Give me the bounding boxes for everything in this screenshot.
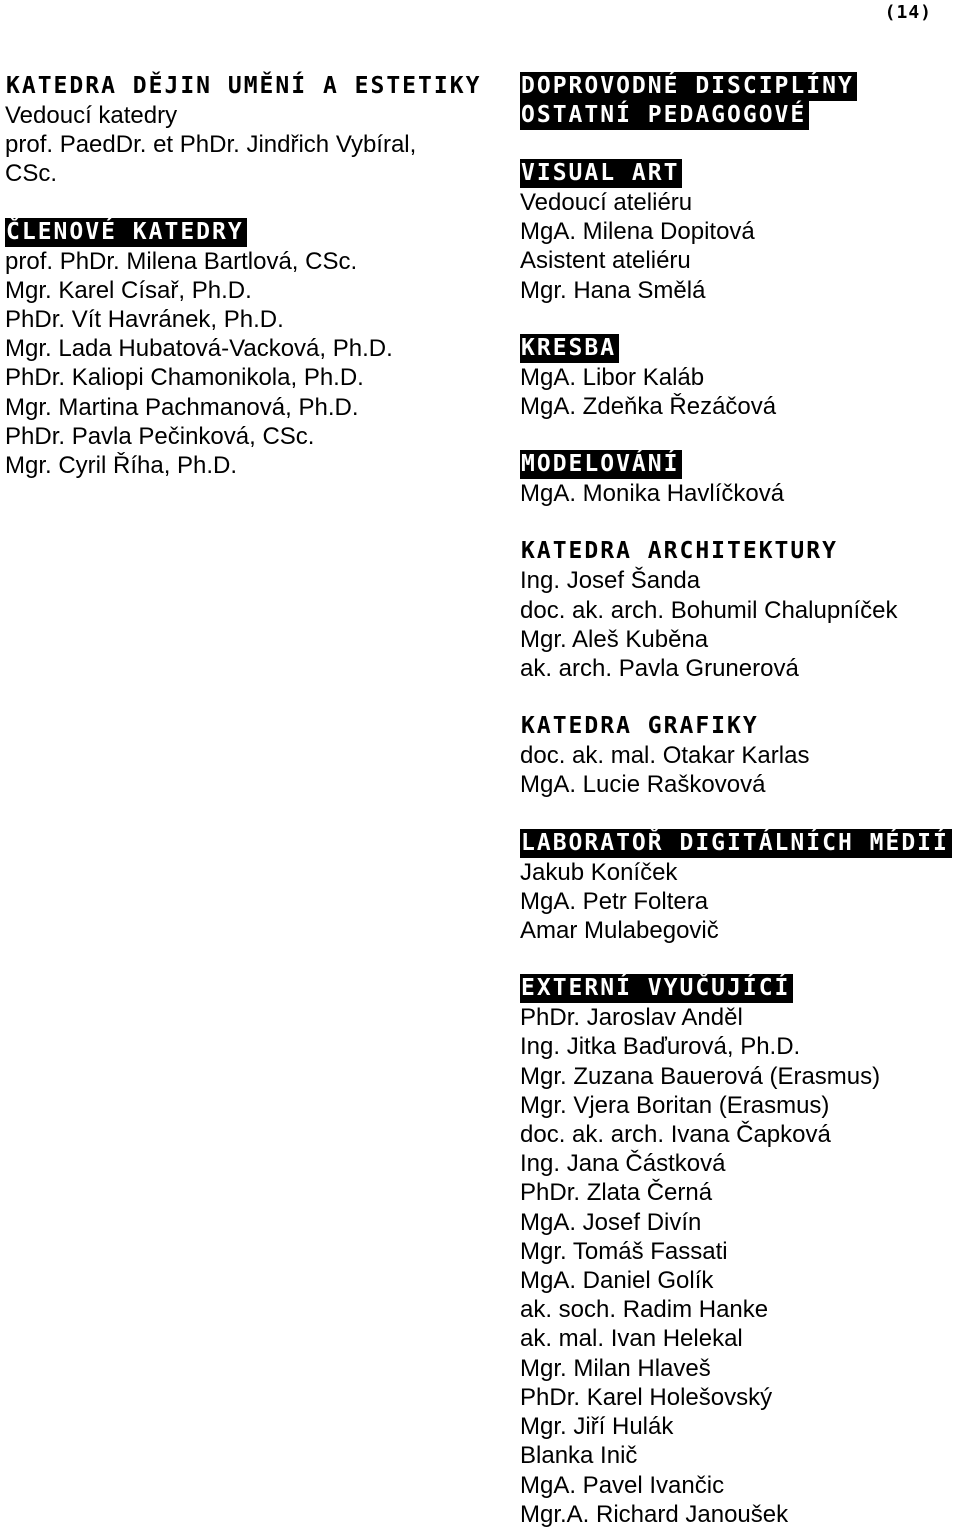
heading-text: EXTERNÍ VYUČUJÍCÍ <box>520 974 793 1003</box>
section-heading <box>5 218 465 247</box>
text-line: MgA. Lucie Raškovová <box>520 771 766 799</box>
text-line: doc. ak. mal. Otakar Karlas <box>520 742 810 770</box>
member-name: prof. PhDr. Milena Bartlová, CSc. <box>5 247 358 275</box>
text-line: PhDr. Zlata Černá <box>520 1179 713 1207</box>
text-line: Ing. Jana Částková <box>520 1150 726 1178</box>
text-line: MgA. Josef Divín <box>520 1208 702 1236</box>
member-name: Mgr. Martina Pachmanová, Ph.D. <box>5 393 359 421</box>
left-column <box>5 72 482 480</box>
text-line: MgA. Zdeňka Řezáčová <box>520 393 777 421</box>
section-externi <box>520 974 950 1529</box>
heading-text: KATEDRA ARCHITEKTURY <box>521 538 838 565</box>
member-name: Mgr. Cyril Říha, Ph.D. <box>5 452 238 480</box>
text-line: prof. PaedDr. et PhDr. Jindřich Vybíral, <box>5 131 417 159</box>
section-heading <box>520 334 950 363</box>
text-line: Blanka Inič <box>520 1442 638 1470</box>
text-line: Vedoucí ateliéru <box>520 189 693 216</box>
text-line: PhDr. Karel Holešovský <box>520 1383 773 1411</box>
section-laborator <box>520 829 950 946</box>
section-visual-art <box>520 159 950 305</box>
text-line: Amar Mulabegovič <box>520 917 719 945</box>
section-heading <box>5 72 482 101</box>
heading-text: LABORATOŘ DIGITÁLNÍCH MÉDIÍ <box>520 829 952 858</box>
text-line: Mgr. Aleš Kuběna <box>520 625 709 653</box>
heading-text: KRESBA <box>520 334 619 363</box>
text-line: MgA. Daniel Golík <box>520 1267 714 1295</box>
page-number: (14) <box>884 2 932 23</box>
text-line: Mgr. Zuzana Bauerová (Erasmus) <box>520 1062 881 1090</box>
text-line: PhDr. Jaroslav Anděl <box>520 1004 743 1032</box>
heading-text: KATEDRA DĚJIN UMĚNÍ A ESTETIKY <box>6 73 482 99</box>
text-line: ak. mal. Ivan Helekal <box>520 1325 743 1353</box>
text-line: Ing. Jitka Baďurová, Ph.D. <box>520 1033 801 1061</box>
heading-text: OSTATNÍ PEDAGOGOVÉ <box>520 101 809 130</box>
heading-text: MODELOVÁNÍ <box>520 450 682 479</box>
text-line: doc. ak. arch. Ivana Čapková <box>520 1121 831 1149</box>
section-clenove <box>5 218 465 481</box>
section-heading <box>520 101 950 130</box>
section-modelovani <box>520 450 950 508</box>
heading-text: ČLENOVÉ KATEDRY <box>5 218 247 247</box>
text-line: Mgr. Vjera Boritan (Erasmus) <box>520 1091 830 1119</box>
section-grafika <box>520 712 950 799</box>
section-heading <box>520 712 950 741</box>
text-line: Asistent ateliéru <box>520 247 691 275</box>
section-kresba <box>520 334 950 421</box>
member-name: Mgr. Karel Císař, Ph.D. <box>5 276 252 304</box>
section-doprovodne <box>520 72 950 130</box>
text-line: Mgr. Milan Hlaveš <box>520 1354 711 1382</box>
heading-text: VISUAL ART <box>520 159 682 188</box>
text-line: Jakub Koníček <box>520 858 678 886</box>
section-architektura <box>520 537 950 683</box>
text-line: MgA. Libor Kaláb <box>520 363 705 391</box>
section-heading <box>520 974 950 1003</box>
member-name: Mgr. Lada Hubatová-Vacková, Ph.D. <box>5 335 393 363</box>
member-name: PhDr. Pavla Pečinková, CSc. <box>5 422 315 450</box>
text-line: MgA. Petr Foltera <box>520 887 709 915</box>
member-name: PhDr. Vít Havránek, Ph.D. <box>5 306 284 334</box>
text-line: doc. ak. arch. Bohumil Chalupníček <box>520 596 898 624</box>
text-line: ak. soch. Radim Hanke <box>520 1296 769 1324</box>
right-column <box>520 72 950 1529</box>
section-heading <box>520 159 950 188</box>
text-line: ak. arch. Pavla Grunerová <box>520 655 799 683</box>
section-katedra-dejin <box>5 72 482 189</box>
text-line: Mgr. Hana Smělá <box>520 276 706 304</box>
section-heading <box>520 829 950 858</box>
text-line: Mgr. Tomáš Fassati <box>520 1237 728 1265</box>
text-line: CSc. <box>5 160 58 188</box>
member-name: PhDr. Kaliopi Chamonikola, Ph.D. <box>5 364 364 392</box>
text-line: MgA. Milena Dopitová <box>520 218 755 246</box>
text-line: MgA. Pavel Ivančic <box>520 1471 725 1499</box>
text-line: Mgr.A. Richard Janoušek <box>520 1500 789 1528</box>
section-heading <box>520 537 950 566</box>
section-heading <box>520 72 950 101</box>
heading-text: KATEDRA GRAFIKY <box>521 713 759 740</box>
text-line: Vedoucí katedry <box>5 102 178 129</box>
text-line: Ing. Josef Šanda <box>520 567 701 595</box>
text-line: Mgr. Jiří Hulák <box>520 1413 674 1441</box>
heading-text: DOPROVODNÉ DISCIPLÍNY <box>520 72 857 101</box>
section-heading <box>520 450 950 479</box>
text-line: MgA. Monika Havlíčková <box>520 480 785 508</box>
